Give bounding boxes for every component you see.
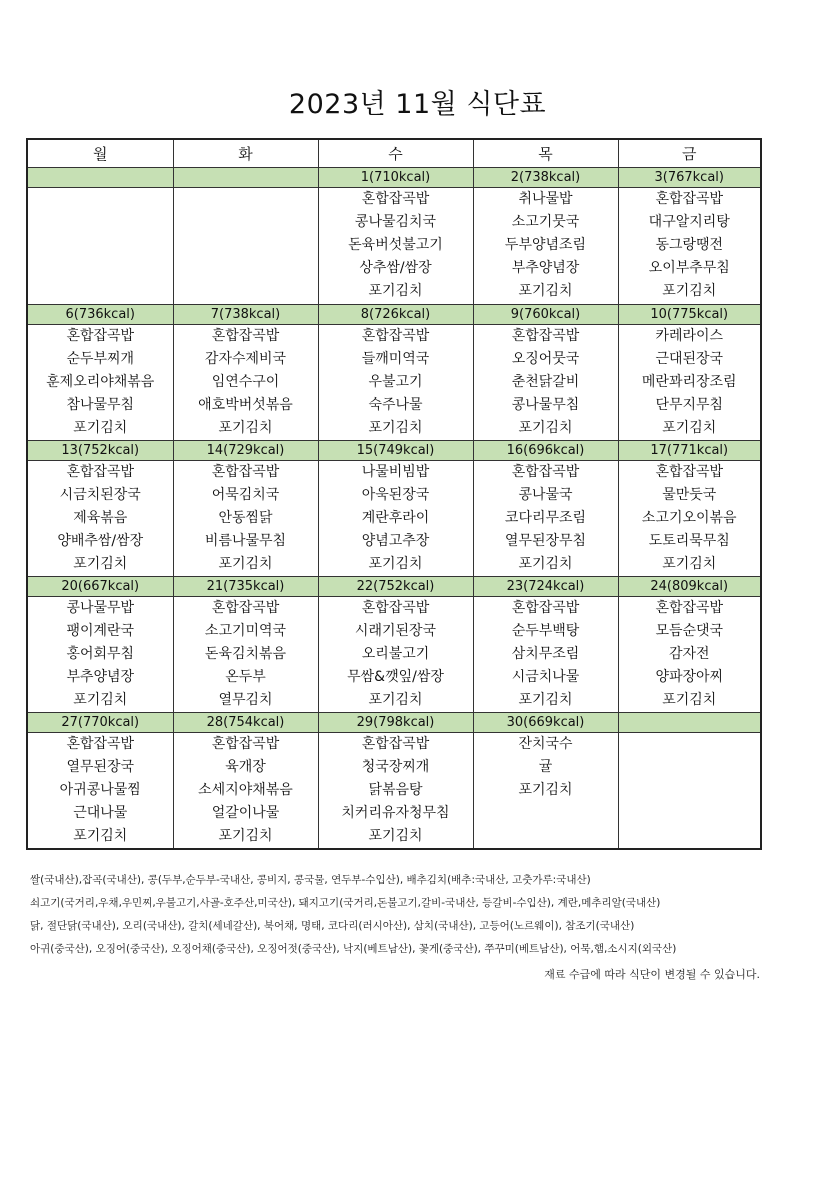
menu-row bbox=[27, 325, 761, 441]
menu-item: 얼갈이나물 bbox=[211, 805, 280, 821]
menu-item: 닭볶음탕 bbox=[368, 782, 423, 798]
menu-item: 포기김치 bbox=[662, 692, 717, 708]
menu-item: 혼합잡곡밥 bbox=[211, 328, 280, 344]
origin-note-line: 쌀(국내산),잡곡(국내산), 콩(두부,순두부-국내산, 콩비지, 콩국물, 연두부-수입산), 배추김치(배추:국내산, 고춧가루:국내산) bbox=[30, 874, 591, 886]
menu-cell bbox=[27, 597, 173, 713]
date-kcal-cell bbox=[173, 168, 318, 188]
menu-item: 무쌈&깻잎/쌈장 bbox=[347, 669, 444, 685]
menu-item: 단무지무침 bbox=[655, 397, 724, 413]
menu-item: 임연수구이 bbox=[211, 374, 280, 390]
date-kcal-cell: 27(770kcal) bbox=[27, 713, 173, 733]
menu-item: 모듬순댓국 bbox=[655, 623, 724, 639]
menu-item: 시금치나물 bbox=[511, 669, 580, 685]
menu-item: 상추쌈/쌈장 bbox=[359, 260, 432, 276]
menu-cell bbox=[27, 461, 173, 577]
date-kcal-cell: 24(809kcal) bbox=[618, 577, 761, 597]
menu-item: 대구알지리탕 bbox=[648, 214, 730, 230]
menu-item: 카레라이스 bbox=[655, 328, 724, 344]
date-row bbox=[27, 577, 761, 597]
date-kcal-cell: 29(798kcal) bbox=[318, 713, 473, 733]
menu-item: 혼합잡곡밥 bbox=[511, 328, 580, 344]
origin-notes bbox=[30, 872, 770, 964]
menu-item: 콩나물무침 bbox=[511, 397, 580, 413]
menu-item: 메란꽈리장조림 bbox=[641, 374, 737, 390]
menu-table bbox=[26, 138, 762, 850]
date-kcal-cell: 14(729kcal) bbox=[173, 441, 318, 461]
menu-row bbox=[27, 733, 761, 850]
menu-item: 나물비빔밥 bbox=[361, 464, 430, 480]
menu-cell bbox=[618, 597, 761, 713]
date-row bbox=[27, 713, 761, 733]
menu-item: 감자수제비국 bbox=[204, 351, 287, 367]
menu-item: 양파장아찌 bbox=[655, 669, 724, 685]
menu-item: 취나물밥 bbox=[518, 191, 573, 207]
menu-item: 제육볶음 bbox=[73, 510, 128, 526]
menu-item: 포기김치 bbox=[518, 283, 573, 299]
menu-item: 포기김치 bbox=[518, 782, 573, 798]
menu-item: 근대된장국 bbox=[655, 351, 724, 367]
menu-cell bbox=[27, 188, 173, 305]
menu-item: 오이부추무침 bbox=[648, 260, 730, 276]
menu-item: 훈제오리야채볶음 bbox=[46, 374, 155, 390]
menu-cell bbox=[318, 597, 473, 713]
menu-item: 애호박버섯볶음 bbox=[198, 397, 293, 413]
date-kcal-cell: 1(710kcal) bbox=[318, 168, 473, 188]
menu-item: 근대나물 bbox=[73, 805, 128, 821]
menu-item: 혼합잡곡밥 bbox=[361, 600, 430, 616]
date-kcal-cell: 7(738kcal) bbox=[173, 305, 318, 325]
menu-cell bbox=[473, 461, 618, 577]
menu-row bbox=[27, 597, 761, 713]
menu-item: 숙주나물 bbox=[368, 397, 423, 413]
menu-item: 도토리묵무침 bbox=[648, 533, 730, 549]
date-kcal-cell: 16(696kcal) bbox=[473, 441, 618, 461]
menu-item: 혼합잡곡밥 bbox=[211, 736, 280, 752]
menu-item: 혼합잡곡밥 bbox=[655, 191, 724, 207]
menu-item: 혼합잡곡밥 bbox=[655, 600, 724, 616]
menu-item: 포기김치 bbox=[368, 283, 423, 299]
menu-item: 아귀콩나물찜 bbox=[59, 782, 141, 798]
menu-item: 잔치국수 bbox=[518, 736, 573, 752]
menu-item: 순두부찌개 bbox=[66, 351, 135, 367]
date-kcal-cell: 20(667kcal) bbox=[27, 577, 173, 597]
menu-item: 포기김치 bbox=[662, 556, 717, 572]
menu-item: 포기김치 bbox=[518, 420, 573, 436]
menu-cell bbox=[27, 733, 173, 850]
menu-item: 소고기미역국 bbox=[204, 623, 287, 639]
date-kcal-cell bbox=[27, 168, 173, 188]
menu-item: 시금치된장국 bbox=[59, 487, 141, 503]
menu-item: 코다리무조림 bbox=[504, 510, 587, 526]
menu-item: 홍어회무침 bbox=[66, 646, 135, 662]
menu-item: 혼합잡곡밥 bbox=[511, 600, 580, 616]
date-row bbox=[27, 168, 761, 188]
page-title: 2023년 11월 식단표 bbox=[288, 89, 547, 120]
menu-cell bbox=[318, 733, 473, 850]
date-kcal-cell: 17(771kcal) bbox=[618, 441, 761, 461]
menu-item: 열무김치 bbox=[218, 692, 273, 708]
menu-cell bbox=[173, 461, 318, 577]
menu-cell bbox=[173, 325, 318, 441]
menu-item: 귤 bbox=[538, 759, 553, 775]
menu-item: 혼합잡곡밥 bbox=[66, 464, 135, 480]
menu-row bbox=[27, 461, 761, 577]
menu-item: 시래기된장국 bbox=[354, 623, 437, 639]
menu-cell bbox=[318, 325, 473, 441]
day-header-tue: 화 bbox=[173, 139, 318, 168]
menu-item: 소고기오이볶음 bbox=[641, 510, 737, 526]
menu-cell bbox=[618, 188, 761, 305]
menu-item: 두부양념조림 bbox=[504, 237, 587, 253]
date-kcal-cell bbox=[618, 713, 761, 733]
menu-item: 포기김치 bbox=[518, 556, 573, 572]
menu-cell bbox=[473, 188, 618, 305]
menu-item: 안동찜닭 bbox=[218, 510, 273, 526]
menu-item: 순두부백탕 bbox=[511, 623, 580, 639]
date-kcal-cell: 10(775kcal) bbox=[618, 305, 761, 325]
menu-item: 포기김치 bbox=[218, 828, 273, 844]
date-kcal-cell: 21(735kcal) bbox=[173, 577, 318, 597]
menu-item: 혼합잡곡밥 bbox=[66, 736, 135, 752]
menu-item: 비름나물무침 bbox=[204, 533, 287, 549]
day-header-wed: 수 bbox=[318, 139, 473, 168]
menu-cell bbox=[318, 461, 473, 577]
menu-item: 포기김치 bbox=[368, 556, 423, 572]
day-header-mon: 월 bbox=[27, 139, 173, 168]
date-kcal-cell: 13(752kcal) bbox=[27, 441, 173, 461]
menu-item: 콩나물김치국 bbox=[354, 214, 437, 230]
menu-item: 우불고기 bbox=[368, 374, 423, 390]
menu-item: 포기김치 bbox=[73, 420, 128, 436]
menu-item: 혼합잡곡밥 bbox=[361, 328, 430, 344]
date-kcal-cell: 22(752kcal) bbox=[318, 577, 473, 597]
menu-row bbox=[27, 188, 761, 305]
menu-item: 참나물무침 bbox=[66, 397, 135, 413]
menu-item: 혼합잡곡밥 bbox=[211, 464, 280, 480]
date-kcal-cell: 8(726kcal) bbox=[318, 305, 473, 325]
menu-item: 포기김치 bbox=[73, 828, 128, 844]
menu-item: 혼합잡곡밥 bbox=[361, 191, 430, 207]
date-kcal-cell: 28(754kcal) bbox=[173, 713, 318, 733]
menu-item: 삼치무조림 bbox=[511, 646, 580, 662]
menu-item: 어묵김치국 bbox=[211, 487, 280, 503]
menu-cell bbox=[473, 733, 618, 850]
menu-item: 포기김치 bbox=[73, 692, 128, 708]
menu-item: 포기김치 bbox=[73, 556, 128, 572]
change-notice: 재료 수급에 따라 식단이 변경될 수 있습니다. bbox=[544, 968, 760, 981]
origin-note-line: 닭, 절단닭(국내산), 오리(국내산), 갈치(세네갈산), 북어채, 명태, 코다리(러시아산), 삼치(국내산), 고등어(노르웨이), 참조기(국내산) bbox=[30, 920, 635, 932]
menu-item: 감자전 bbox=[668, 646, 710, 662]
menu-item: 혼합잡곡밥 bbox=[361, 736, 430, 752]
menu-item: 포기김치 bbox=[518, 692, 573, 708]
date-kcal-cell: 2(738kcal) bbox=[473, 168, 618, 188]
menu-item: 열무된장국 bbox=[66, 759, 135, 775]
menu-item: 포기김치 bbox=[368, 692, 423, 708]
menu-item: 포기김치 bbox=[368, 828, 423, 844]
menu-item: 포기김치 bbox=[662, 420, 717, 436]
date-row bbox=[27, 441, 761, 461]
date-kcal-cell: 9(760kcal) bbox=[473, 305, 618, 325]
menu-cell bbox=[618, 461, 761, 577]
menu-item: 동그랑땡전 bbox=[655, 237, 724, 253]
day-header-row bbox=[27, 139, 761, 168]
menu-item: 치커리유자청무침 bbox=[341, 805, 450, 821]
date-kcal-cell: 6(736kcal) bbox=[27, 305, 173, 325]
menu-item: 춘천닭갈비 bbox=[511, 374, 580, 390]
menu-cell bbox=[27, 325, 173, 441]
menu-cell bbox=[473, 325, 618, 441]
menu-item: 포기김치 bbox=[368, 420, 423, 436]
menu-item: 부추양념장 bbox=[511, 260, 580, 276]
menu-cell bbox=[173, 188, 318, 305]
origin-note-line: 쇠고기(국거리,우채,우민찌,우불고기,사골-호주산,미국산), 돼지고기(국거리,돈불고기,갈비-국내산, 등갈비-수입산), 계란,메추리알(국내산) bbox=[30, 897, 661, 909]
menu-item: 돈육버섯불고기 bbox=[348, 237, 443, 253]
origin-note-line: 아귀(중국산), 오징어(중국산), 오징어채(중국산), 오징어젓(중국산), 낙지(베트남산), 꽃게(중국산), 쭈꾸미(베트남산), 어묵,햄,소시지(외국산) bbox=[30, 943, 677, 955]
menu-item: 혼합잡곡밥 bbox=[211, 600, 280, 616]
menu-item: 부추양념장 bbox=[66, 669, 135, 685]
menu-item: 양배추쌈/쌈장 bbox=[57, 533, 144, 549]
date-row bbox=[27, 305, 761, 325]
menu-item: 콩나물국 bbox=[518, 487, 573, 503]
menu-item: 오리불고기 bbox=[361, 646, 430, 662]
menu-item: 포기김치 bbox=[218, 556, 273, 572]
date-kcal-cell: 15(749kcal) bbox=[318, 441, 473, 461]
menu-item: 열무된장무침 bbox=[504, 533, 587, 549]
day-header-fri: 금 bbox=[618, 139, 761, 168]
menu-cell bbox=[618, 733, 761, 850]
date-kcal-cell: 23(724kcal) bbox=[473, 577, 618, 597]
menu-item: 소고기뭇국 bbox=[511, 214, 580, 230]
menu-item: 온두부 bbox=[225, 669, 266, 685]
menu-item: 포기김치 bbox=[218, 420, 273, 436]
menu-cell bbox=[473, 597, 618, 713]
menu-item: 혼합잡곡밥 bbox=[511, 464, 580, 480]
menu-item: 혼합잡곡밥 bbox=[655, 464, 724, 480]
menu-item: 혼합잡곡밥 bbox=[66, 328, 135, 344]
day-header-thu: 목 bbox=[473, 139, 618, 168]
menu-item: 팽이계란국 bbox=[66, 623, 135, 639]
menu-item: 돈육김치볶음 bbox=[204, 646, 287, 662]
menu-item: 양념고추장 bbox=[361, 533, 430, 549]
menu-item: 소세지야채볶음 bbox=[198, 782, 293, 798]
date-kcal-cell: 3(767kcal) bbox=[618, 168, 761, 188]
menu-cell bbox=[173, 733, 318, 850]
menu-item: 청국장찌개 bbox=[361, 759, 430, 775]
menu-cell bbox=[318, 188, 473, 305]
menu-item: 콩나물무밥 bbox=[66, 600, 135, 616]
menu-item: 육개장 bbox=[225, 759, 266, 775]
menu-cell bbox=[618, 325, 761, 441]
menu-item: 물만둣국 bbox=[662, 487, 717, 503]
date-kcal-cell: 30(669kcal) bbox=[473, 713, 618, 733]
menu-item: 아욱된장국 bbox=[361, 487, 430, 503]
menu-item: 들깨미역국 bbox=[361, 351, 430, 367]
menu-cell bbox=[173, 597, 318, 713]
menu-item: 포기김치 bbox=[662, 283, 717, 299]
menu-item: 계란후라이 bbox=[361, 510, 430, 526]
menu-item: 오징어뭇국 bbox=[511, 351, 580, 367]
